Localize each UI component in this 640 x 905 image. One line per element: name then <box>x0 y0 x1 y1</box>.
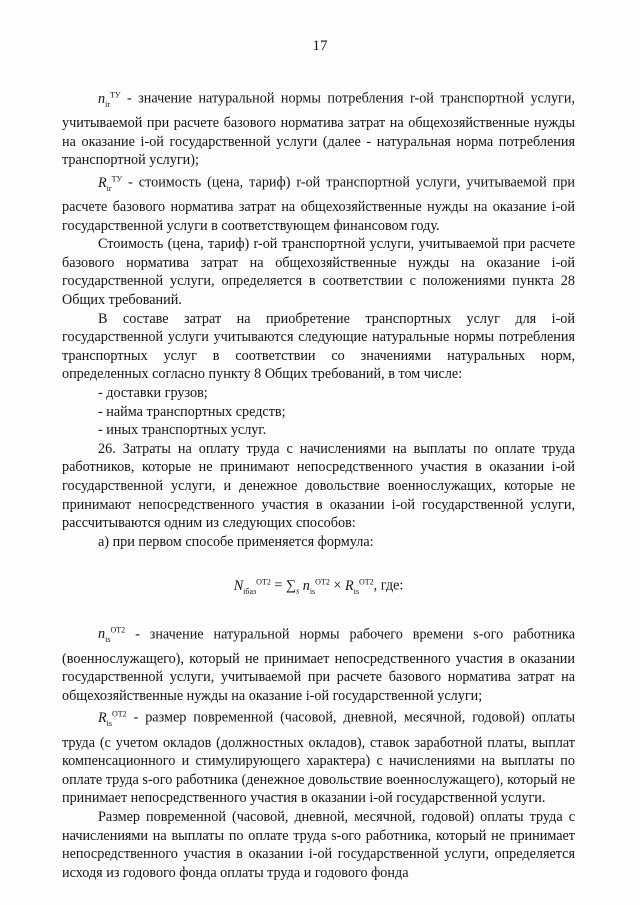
list-item: - иных транспортных услуг. <box>98 422 267 439</box>
list-item: - найма транспортных средств; <box>98 403 286 420</box>
paragraph: Стоимость (цена, тариф) r-ой транспортной услуги, учитываемой при расчете базового норматива затрат на общехозяйственные нужды на оказание i-ой государственной услуги, определяется в соответствии с положениями пункта 28 Общих требований. <box>62 236 575 309</box>
paragraph: Размер повременной (часовой, дневной, месячной, годовой) оплаты труда с начислениями на выплаты по оплате труда s-ого работника, который не принимает непосредственного участия в оказании i-ой государственной услуги, определяется исходя из годового фонда оплаты труда и годового фонда <box>62 809 575 881</box>
definition-r-tu-text: - стоимость (цена, тариф) r-ой транспортной услуги, учитываемой при расчете базового норматива затрат на общехозяйственные нужды на оказание i-ой государственной услуги в соответствующем финансовом году. <box>62 174 575 234</box>
definition-n-tu-text: - значение натуральной нормы потребления r-ой транспортной услуги, учитываемой при расчете базового норматива затрат на общехозяйственные нужды на оказание i-ой государственной услуги (далее - натуральная норма потребления транспортной услуги); <box>62 90 576 169</box>
list-item: - доставки грузов; <box>98 385 208 402</box>
section-26-paragraph: 26. Затраты на оплату труда с начислениями на выплаты по оплате труда работников, которые не принимают непосредственного участия в оказании i-ой государственной услуги, и денежное довольствие военнослужащих, которые не принимают непосредственного участия в оказании i-ой государственной услуги, рассчитываются одним из следующих способов: <box>62 440 575 532</box>
paragraph: а) при первом способе применяется формула: <box>98 533 374 550</box>
formula: $N_{iбаз}^{ОТ2} = \sum_s$ $n_{is}^{ОТ2} \times R_{is}^{ОТ2}$, где: <box>233 577 404 596</box>
symbol-r-ot2: $R_{is}^{ОТ2}$ <box>98 709 127 729</box>
definition-r-ot2: $R_{is}^{ОТ2}$ - размер повременной (часовой, дневной, месячной, годовой) оплаты труда (с учетом окладов (должностных окладов), ставок заработной платы, выплат компенсационного и стимулирующего характера) с начислениями на выплаты по оплате труда s-ого работника (денежное довольствие военнослужащего), который не принимает непосредственного участия в оказании i-ой государственной услуги. <box>62 709 575 807</box>
paragraph: В составе затрат на приобретение транспортных услуг для i-ой государственной услуги учитываются следующие натуральные нормы потребления транспортных услуг в соответствии со значениями натуральных норм, определенных согласно пункту 8 Общих требований, в том числе: <box>62 310 575 383</box>
symbol-r-tu: $R_{ir}^{ТУ}$ <box>98 173 123 193</box>
document-body <box>62 86 575 882</box>
definition-r-tu <box>62 170 575 235</box>
definition-n-tu <box>62 86 575 170</box>
page-number: 17 <box>312 38 328 54</box>
symbol-n-ot2: $n_{is}^{ОТ2}$ <box>98 625 126 645</box>
symbol-n-tu: $n_{ir}^{ТУ}$ <box>98 90 121 109</box>
definition-n-ot2: $n_{is}^{ОТ2}$ - значение натуральной нормы рабочего времени s-ого работника (военнослужащего), который не принимает непосредственного участия в оказании государственной услуги, учитываемой при расчете базового норматива затрат на общехозяйственные нужды на оказание i-ой государственной услуги; <box>62 625 575 704</box>
